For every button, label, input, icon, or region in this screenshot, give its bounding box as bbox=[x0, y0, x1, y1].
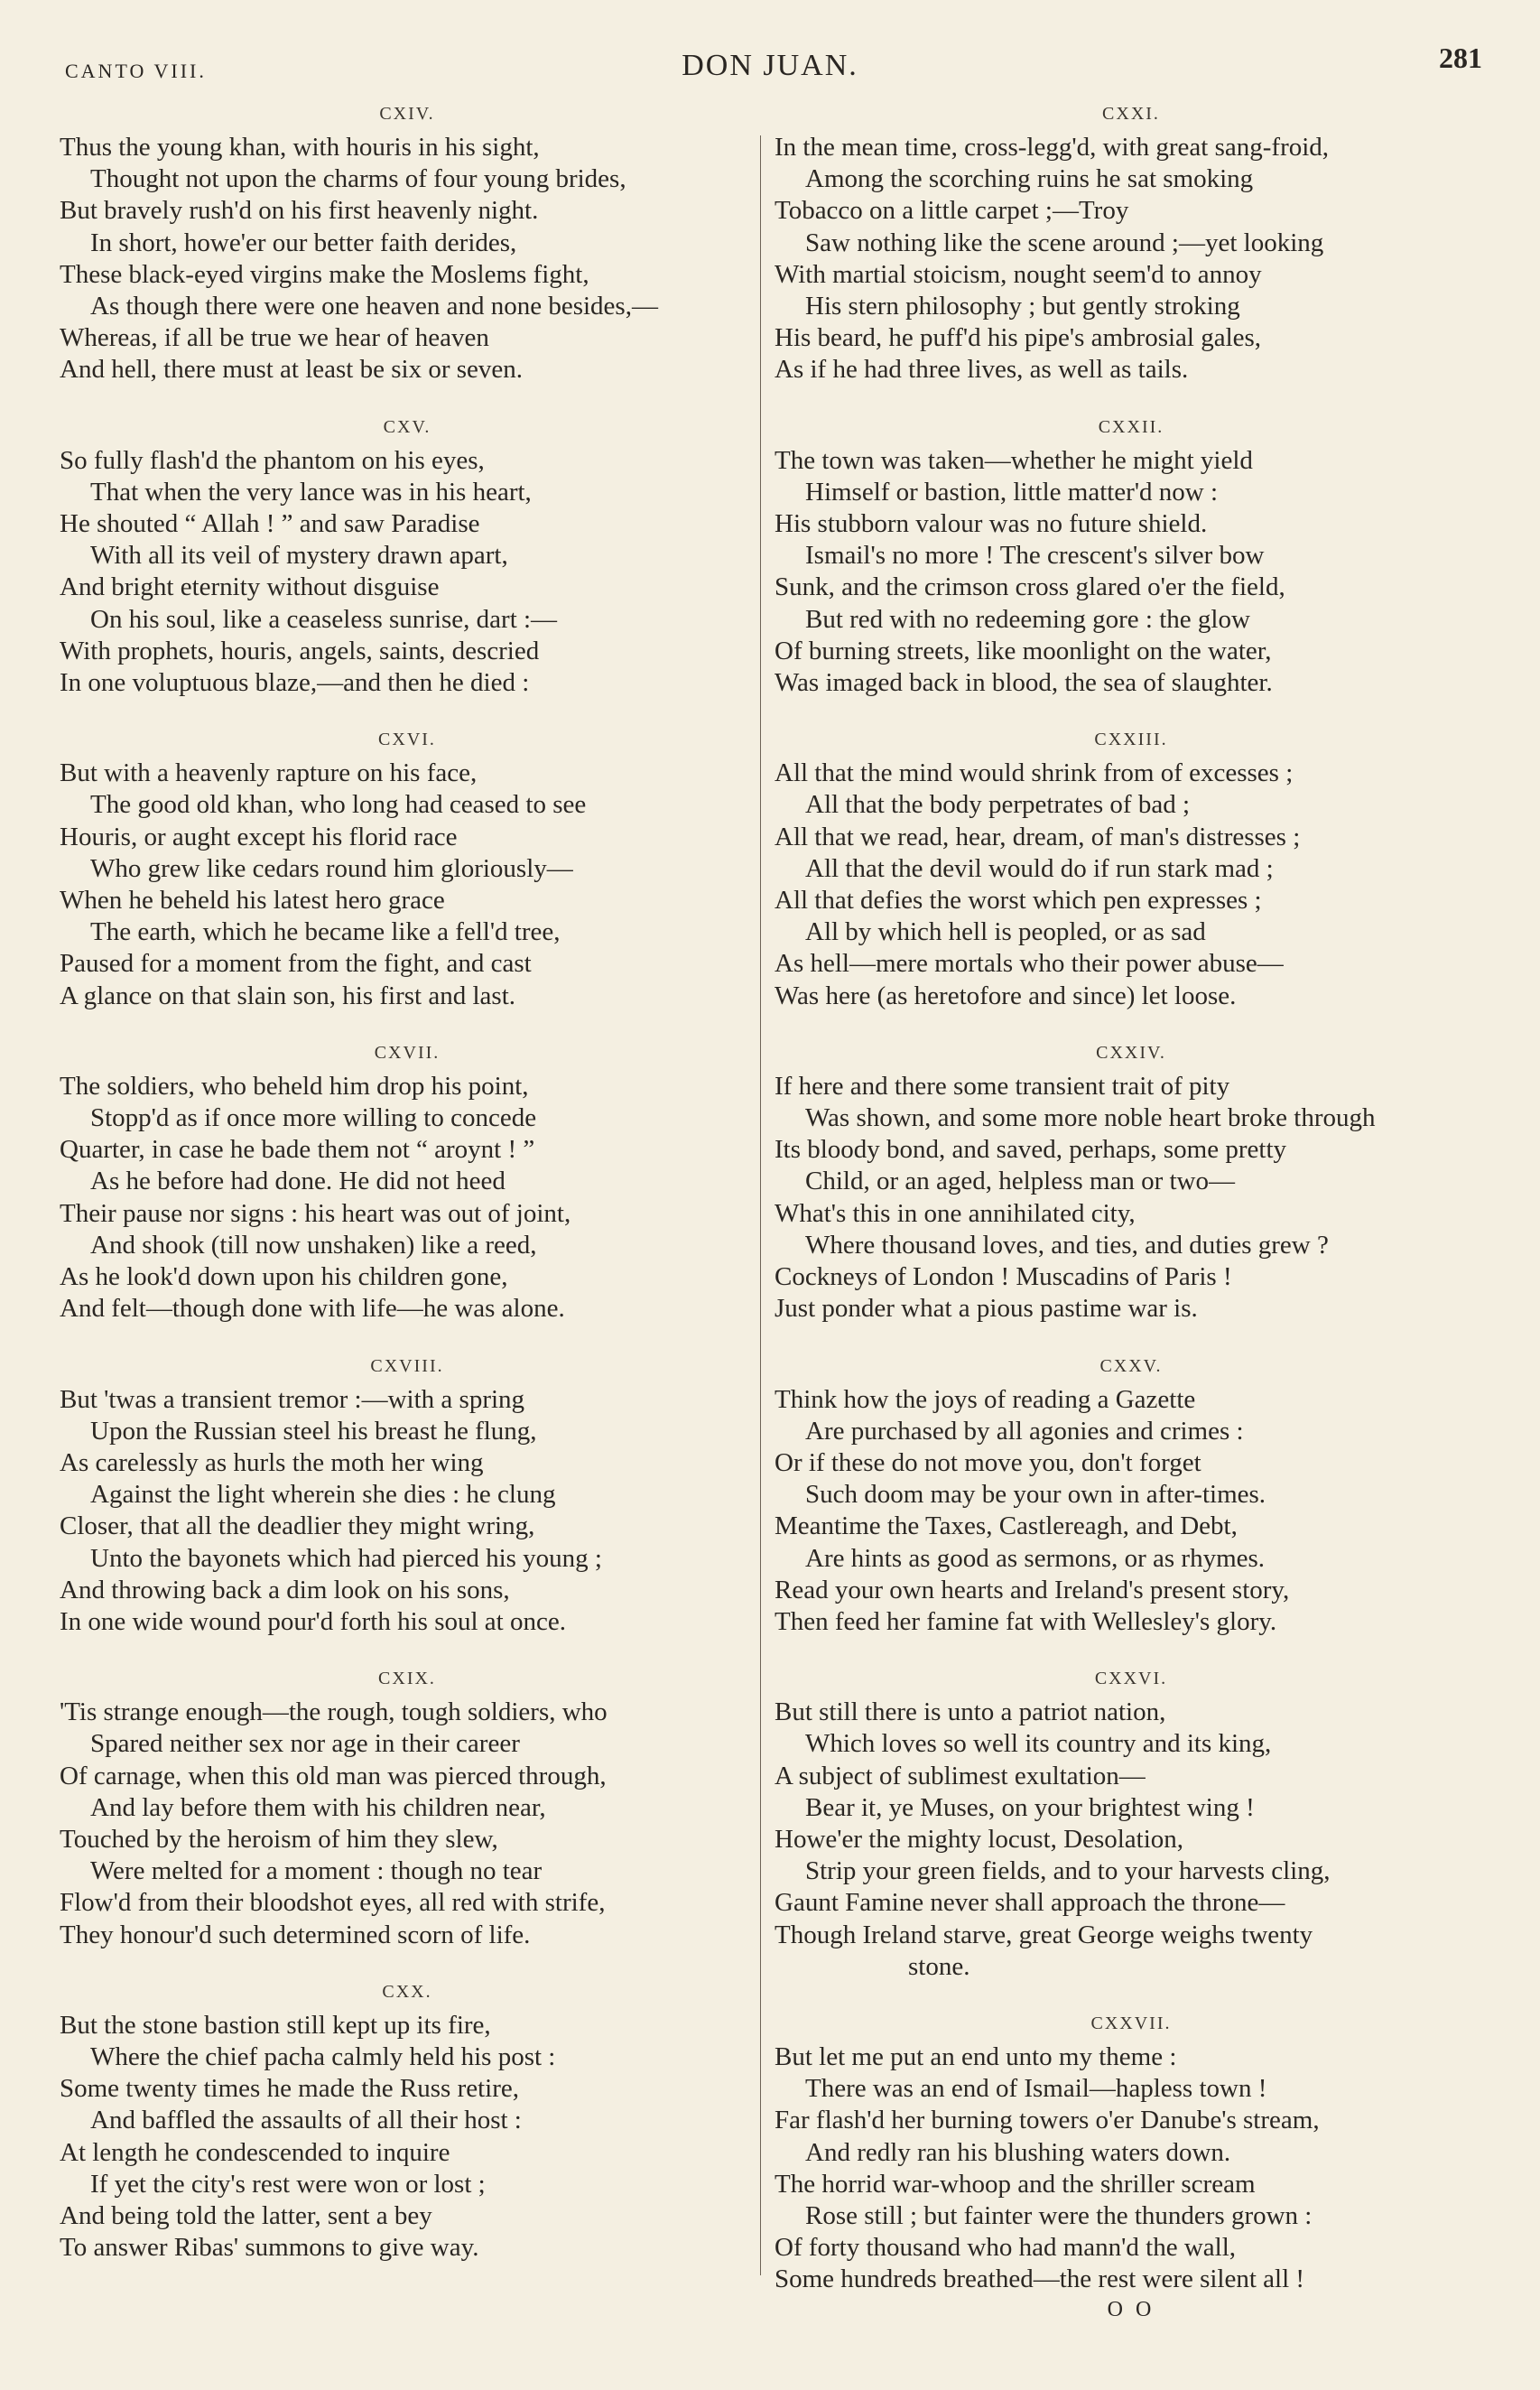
verse-line: All that defies the worst which pen expresses ; bbox=[775, 886, 1262, 916]
verse-line: Howe'er the mighty locust, Desolation, bbox=[775, 1824, 1184, 1854]
verse-line: Just ponder what a pious pastime war is. bbox=[775, 1294, 1198, 1324]
verse-line: Read your own hearts and Ireland's present story, bbox=[775, 1575, 1290, 1604]
verse-line: In the mean time, cross-legg'd, with great sang-froid, bbox=[775, 133, 1330, 162]
verse-line: His stern philosophy ; but gently stroking bbox=[805, 292, 1240, 321]
verse-line: Their pause nor signs : his heart was out of joint, bbox=[60, 1198, 571, 1228]
stanza-number: CXVI. bbox=[378, 730, 436, 750]
verse-line: These black-eyed virgins make the Moslems fight, bbox=[60, 259, 589, 289]
verse-line: Cockneys of London ! Muscadins of Paris ! bbox=[775, 1262, 1232, 1292]
verse-line: All that the body perpetrates of bad ; bbox=[805, 790, 1191, 820]
verse-line: And bright eternity without disguise bbox=[60, 572, 440, 602]
stanza bbox=[60, 1982, 755, 2264]
stanza-number: CXXI. bbox=[1102, 104, 1160, 124]
verse-line: With all its veil of mystery drawn apart, bbox=[90, 541, 508, 571]
verse-line: Quarter, in case he bade them not “ aroynt ! ” bbox=[60, 1135, 535, 1165]
stanza bbox=[775, 1356, 1488, 1639]
verse-line: Upon the Russian steel his breast he flung, bbox=[90, 1416, 537, 1446]
verse-line: And felt—though done with life—he was alone. bbox=[60, 1294, 565, 1324]
verse-line: The horrid war-whoop and the shriller scream bbox=[775, 2169, 1256, 2199]
verse-line: When he beheld his latest hero grace bbox=[60, 886, 445, 916]
verse-line: Bear it, ye Muses, on your brightest wing ! bbox=[805, 1792, 1255, 1822]
stanza bbox=[775, 1043, 1488, 1325]
verse-line-continuation: stone. bbox=[908, 1951, 970, 1981]
verse-line: Flow'd from their bloodshot eyes, all red with strife, bbox=[60, 1888, 606, 1918]
running-head bbox=[0, 42, 1540, 92]
stanza-number: CXXII. bbox=[1098, 416, 1164, 437]
verse-line: Child, or an aged, helpless man or two— bbox=[805, 1167, 1235, 1196]
stanza-number: CXXVII. bbox=[1090, 2013, 1172, 2033]
verse-line: Or if these do not move you, don't forget bbox=[775, 1447, 1201, 1477]
page-number: 281 bbox=[1439, 42, 1482, 74]
canto-label: CANTO VIII. bbox=[65, 60, 207, 82]
stanza bbox=[775, 1669, 1488, 1983]
verse-line: That when the very lance was in his heart, bbox=[90, 477, 532, 507]
stanza-number: CXVIII. bbox=[370, 1355, 444, 1376]
verse-line: Some hundreds breathed—the rest were silent all ! bbox=[775, 2264, 1305, 2294]
verse-line: He shouted “ Allah ! ” and saw Paradise bbox=[60, 509, 480, 539]
verse-line: Was here (as heretofore and since) let loose. bbox=[775, 981, 1237, 1010]
verse-line: Where thousand loves, and ties, and duties grew ? bbox=[805, 1230, 1329, 1260]
verse-line: Himself or bastion, little matter'd now : bbox=[805, 477, 1219, 507]
verse-line: Sunk, and the crimson cross glared o'er the field, bbox=[775, 572, 1285, 602]
verse-line: Who grew like cedars round him gloriously— bbox=[90, 853, 573, 883]
verse-line: Among the scorching ruins he sat smoking bbox=[805, 164, 1254, 194]
verse-line: Touched by the heroism of him they slew, bbox=[60, 1824, 498, 1854]
verse-line: And shook (till now unshaken) like a reed, bbox=[90, 1230, 537, 1260]
verse-line: Meantime the Taxes, Castlereagh, and Debt, bbox=[775, 1511, 1238, 1541]
verse-line: They honour'd such determined scorn of life. bbox=[60, 1920, 531, 1949]
verse-line: Rose still ; but fainter were the thunders grown : bbox=[805, 2200, 1313, 2230]
signature-mark: O O bbox=[1107, 2297, 1155, 2321]
verse-line: Then feed her famine fat with Wellesley's glory. bbox=[775, 1606, 1277, 1636]
verse-line: As he before had done. He did not heed bbox=[90, 1167, 506, 1196]
verse-line: Was imaged back in blood, the sea of slaughter. bbox=[775, 668, 1273, 698]
verse-line: As though there were one heaven and none besides,— bbox=[90, 292, 658, 321]
verse-line: In one voluptuous blaze,—and then he died : bbox=[60, 668, 530, 698]
verse-line: Thought not upon the charms of four young brides, bbox=[90, 164, 626, 194]
verse-line: Was shown, and some more noble heart broke through bbox=[805, 1103, 1376, 1133]
verse-line: With prophets, houris, angels, saints, descried bbox=[60, 636, 540, 665]
verse-line: But red with no redeeming gore : the glow bbox=[805, 604, 1250, 634]
verse-line: And being told the latter, sent a bey bbox=[60, 2200, 432, 2230]
verse-line: Some twenty times he made the Russ retire, bbox=[60, 2074, 520, 2104]
verse-line: And lay before them with his children near, bbox=[90, 1792, 546, 1822]
column-divider bbox=[760, 135, 761, 2275]
verse-line: Stopp'd as if once more willing to concede bbox=[90, 1103, 537, 1133]
left-column bbox=[60, 104, 755, 2294]
verse-line: Paused for a moment from the fight, and cast bbox=[60, 949, 532, 979]
verse-line: Unto the bayonets which had pierced his young ; bbox=[90, 1543, 602, 1573]
verse-line: But let me put an end unto my theme : bbox=[775, 2041, 1177, 2071]
verse-line: There was an end of Ismail—hapless town ! bbox=[805, 2074, 1267, 2104]
verse-line: As he look'd down upon his children gone, bbox=[60, 1262, 508, 1292]
verse-line: Think how the joys of reading a Gazette bbox=[775, 1384, 1196, 1414]
verse-line: With martial stoicism, nought seem'd to annoy bbox=[775, 259, 1262, 289]
verse-line: Spared neither sex nor age in their career bbox=[90, 1729, 520, 1759]
verse-line: The town was taken—whether he might yield bbox=[775, 445, 1253, 475]
verse-line: Whereas, if all be true we hear of heaven bbox=[60, 323, 489, 353]
stanza bbox=[60, 417, 755, 700]
stanza bbox=[60, 104, 755, 386]
verse-line: In one wide wound pour'd forth his soul at once. bbox=[60, 1606, 566, 1636]
verse-line: Thus the young khan, with houris in his sight, bbox=[60, 133, 540, 162]
stanza-number: CXXV. bbox=[1099, 1355, 1163, 1376]
verse-line: But the stone bastion still kept up its fire, bbox=[60, 2010, 491, 2040]
verse-line: A subject of sublimest exultation— bbox=[775, 1761, 1146, 1790]
verse-line: And redly ran his blushing waters down. bbox=[805, 2137, 1231, 2167]
verse-line: Ismail's no more ! The crescent's silver bow bbox=[805, 541, 1265, 571]
verse-line: Of burning streets, like moonlight on the water, bbox=[775, 636, 1272, 665]
verse-line: Are hints as good as sermons, or as rhymes. bbox=[805, 1543, 1266, 1573]
verse-line: Which loves so well its country and its king, bbox=[805, 1729, 1272, 1759]
verse-line: On his soul, like a ceaseless sunrise, dart :— bbox=[90, 604, 558, 634]
verse-line: And throwing back a dim look on his sons, bbox=[60, 1575, 510, 1604]
stanza bbox=[775, 730, 1488, 1012]
verse-line: And hell, there must at least be six or seven. bbox=[60, 355, 524, 385]
stanza-number: CXVII. bbox=[374, 1042, 441, 1063]
stanza-number: CXX. bbox=[382, 1981, 432, 2002]
stanza-number: CXIX. bbox=[378, 1669, 436, 1689]
verse-line: At length he condescended to inquire bbox=[60, 2137, 450, 2167]
verse-line: But with a heavenly rapture on his face, bbox=[60, 758, 478, 788]
verse-line: All that the mind would shrink from of excesses ; bbox=[775, 758, 1294, 788]
stanza bbox=[60, 1356, 755, 1639]
verse-line: Of forty thousand who had mann'd the wall, bbox=[775, 2233, 1237, 2263]
verse-line: To answer Ribas' summons to give way. bbox=[60, 2233, 479, 2263]
stanza bbox=[775, 417, 1488, 700]
stanza-number: CXXIV. bbox=[1096, 1042, 1166, 1063]
stanza bbox=[775, 2013, 1488, 2322]
verse-line: In short, howe'er our better faith derides, bbox=[90, 228, 517, 257]
verse-line: Closer, that all the deadlier they might wring, bbox=[60, 1511, 535, 1541]
stanza bbox=[775, 104, 1488, 386]
verse-line: Though Ireland starve, great George weighs twenty bbox=[775, 1920, 1313, 1949]
verse-line: A glance on that slain son, his first and last. bbox=[60, 981, 516, 1010]
verse-line: Are purchased by all agonies and crimes : bbox=[805, 1416, 1244, 1446]
verse-line: As carelessly as hurls the moth her wing bbox=[60, 1447, 484, 1477]
verse-line: His stubborn valour was no future shield. bbox=[775, 509, 1208, 539]
verse-line: 'Tis strange enough—the rough, tough soldiers, who bbox=[60, 1697, 608, 1727]
verse-line: All by which hell is peopled, or as sad bbox=[805, 917, 1206, 947]
stanza-number: CXXIII. bbox=[1094, 730, 1168, 750]
verse-line: But still there is unto a patriot nation, bbox=[775, 1697, 1166, 1727]
verse-line: Such doom may be your own in after-times. bbox=[805, 1480, 1266, 1510]
verse-line: The soldiers, who beheld him drop his point, bbox=[60, 1071, 529, 1101]
verse-line: Its bloody bond, and saved, perhaps, some pretty bbox=[775, 1135, 1287, 1165]
stanza bbox=[60, 1669, 755, 1951]
verse-line: But 'twas a transient tremor :—with a spring bbox=[60, 1384, 525, 1414]
verse-line: Tobacco on a little carpet ;—Troy bbox=[775, 196, 1129, 226]
verse-line: Saw nothing like the scene around ;—yet looking bbox=[805, 228, 1324, 257]
verse-line: All that the devil would do if run stark mad ; bbox=[805, 853, 1274, 883]
verse-line: If here and there some transient trait of pity bbox=[775, 1071, 1230, 1101]
verse-line: What's this in one annihilated city, bbox=[775, 1198, 1136, 1228]
verse-line: As hell—mere mortals who their power abuse— bbox=[775, 949, 1284, 979]
verse-line: Houris, or aught except his florid race bbox=[60, 822, 458, 851]
stanza-number: CXIV. bbox=[379, 104, 435, 124]
book-title: DON JUAN. bbox=[682, 49, 858, 82]
stanza bbox=[60, 1043, 755, 1325]
verse-line: If yet the city's rest were won or lost ; bbox=[90, 2169, 486, 2199]
verse-line: And baffled the assaults of all their host : bbox=[90, 2106, 522, 2135]
verse-line: Gaunt Famine never shall approach the throne— bbox=[775, 1888, 1285, 1918]
verse-line: Where the chief pacha calmly held his post : bbox=[90, 2041, 556, 2071]
verse-line: Of carnage, when this old man was pierced through, bbox=[60, 1761, 607, 1790]
verse-line: The good old khan, who long had ceased to see bbox=[90, 790, 587, 820]
verse-line: All that we read, hear, dream, of man's distresses ; bbox=[775, 822, 1301, 851]
verse-line: Against the light wherein she dies : he clung bbox=[90, 1480, 556, 1510]
verse-line: The earth, which he became like a fell'd tree, bbox=[90, 917, 561, 947]
verse-line: His beard, he puff'd his pipe's ambrosial gales, bbox=[775, 323, 1262, 353]
stanza bbox=[60, 730, 755, 1012]
verse-line: Were melted for a moment : though no tear bbox=[90, 1856, 543, 1886]
right-column bbox=[775, 104, 1488, 2353]
verse-line: As if he had three lives, as well as tails. bbox=[775, 355, 1189, 385]
verse-line: Far flash'd her burning towers o'er Danube's stream, bbox=[775, 2106, 1320, 2135]
stanza-number: CXXVI. bbox=[1094, 1669, 1168, 1689]
verse-line: But bravely rush'd on his first heavenly night. bbox=[60, 196, 539, 226]
stanza-number: CXV. bbox=[383, 416, 431, 437]
verse-line: So fully flash'd the phantom on his eyes, bbox=[60, 445, 485, 475]
verse-line: Strip your green fields, and to your harvests cling, bbox=[805, 1856, 1331, 1886]
